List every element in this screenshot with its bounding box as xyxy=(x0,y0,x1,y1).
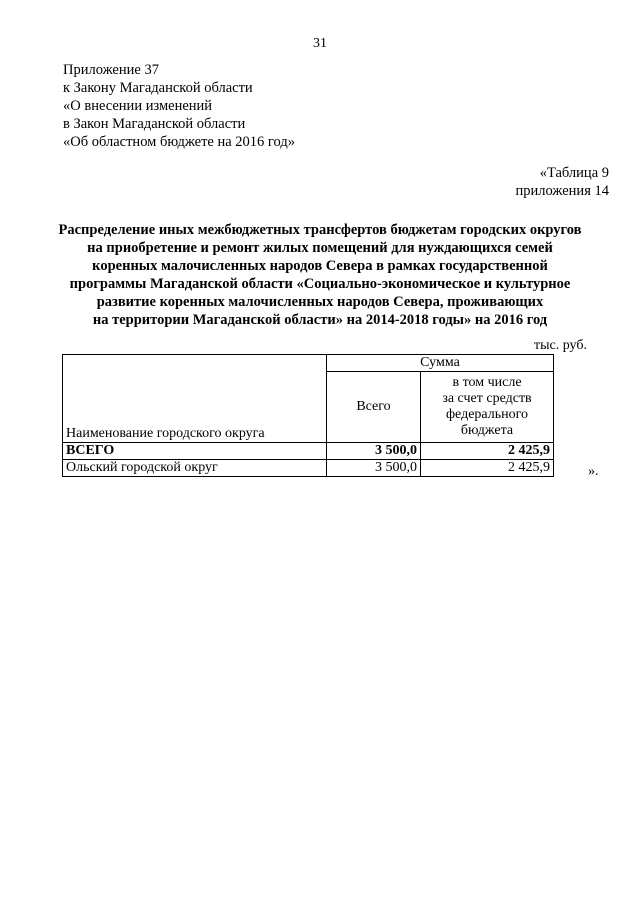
table-row-total xyxy=(63,443,554,460)
table-row xyxy=(63,460,554,477)
table-reference-line: приложения 14 xyxy=(515,183,609,199)
title-line: коренных малочисленных народов Севера в рамках государственной xyxy=(92,258,548,274)
appendix-line: «О внесении изменений xyxy=(63,98,213,114)
closing-quote: ». xyxy=(588,464,599,479)
appendix-line: «Об областном бюджете на 2016 год» xyxy=(63,134,295,150)
cell-total: 3 500,0 xyxy=(327,460,421,477)
appendix-header xyxy=(63,61,295,151)
table-reference xyxy=(516,164,609,200)
units-label: тыс. руб. xyxy=(534,338,587,353)
title-line: развитие коренных малочисленных народов Севера, проживающих xyxy=(96,294,544,310)
column-header-sum: Сумма xyxy=(327,355,554,372)
federal-header-line: в том числе xyxy=(452,375,522,390)
cell-total: 3 500,0 xyxy=(327,443,421,460)
page-number: 31 xyxy=(313,36,327,51)
appendix-line: в Закон Магаданской области xyxy=(63,116,246,132)
cell-federal: 2 425,9 xyxy=(421,443,554,460)
column-header-total: Всего xyxy=(327,372,421,443)
budget-table xyxy=(62,354,554,477)
federal-header-line: федерального xyxy=(445,407,529,422)
cell-federal: 2 425,9 xyxy=(421,460,554,477)
federal-header-line: за счет средств xyxy=(442,391,532,406)
title-line: на территории Магаданской области» на 2014-2018 годы» на 2016 год xyxy=(92,312,548,328)
federal-header-line: бюджета xyxy=(460,423,514,438)
column-header-name: Наименование городского округа xyxy=(63,355,327,443)
cell-name: Ольский городской округ xyxy=(63,460,327,477)
appendix-line: Приложение 37 xyxy=(63,62,159,78)
title-line: на приобретение и ремонт жилых помещений для нуждающихся семей xyxy=(87,240,553,256)
cell-name: ВСЕГО xyxy=(63,443,327,460)
table-header-row xyxy=(63,355,554,372)
appendix-line: к Закону Магаданской области xyxy=(63,80,253,96)
column-header-federal xyxy=(421,372,554,443)
table-reference-line: «Таблица 9 xyxy=(539,165,609,181)
title-line: программы Магаданской области «Социально-экономическое и культурное xyxy=(69,276,571,292)
document-title xyxy=(40,221,600,329)
title-line: Распределение иных межбюджетных трансфертов бюджетам городских округов xyxy=(58,222,582,238)
